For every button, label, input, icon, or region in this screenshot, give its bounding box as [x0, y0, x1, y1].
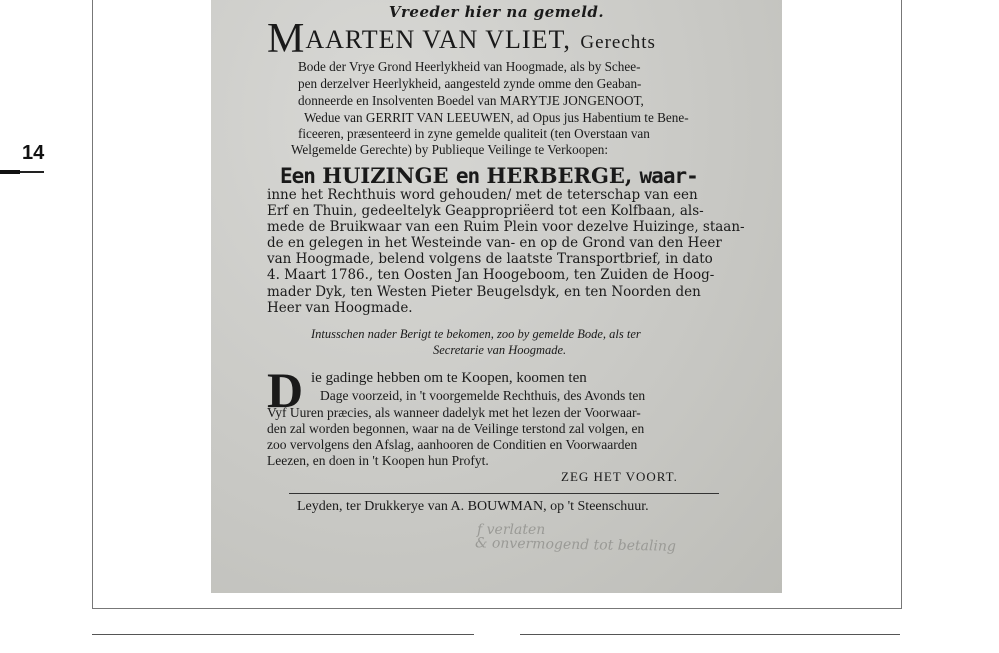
- title-name: AARTEN VAN VLIET,: [305, 25, 571, 54]
- conditions-line: ie gadinge hebben om te Koopen, koomen ten: [311, 370, 587, 386]
- handwritten-note: f verlaten: [477, 522, 546, 538]
- goods-title-een: Een: [280, 164, 315, 188]
- printer-imprint: Leyden, ter Drukkerye van A. BOUWMAN, op 't Steenschuur.: [297, 499, 649, 514]
- notice-title: [267, 20, 782, 58]
- para1-line: Wedue van GERRIT VAN LEEUWEN, ad Opus jus Habentium te Bene-: [304, 110, 689, 125]
- footer-rule-left: [92, 634, 474, 635]
- notice-top-line: Vreeder hier na gemeld.: [388, 3, 605, 21]
- goods-title-en: en: [455, 164, 480, 188]
- conditions-line: Dage voorzeid, in 't voorgemelde Rechthuis, des Avonds ten: [320, 388, 646, 403]
- goods-line: de en gelegen in het Westeinde van- en op de Grond van den Heer: [267, 235, 722, 251]
- imprint-separator: [289, 493, 719, 494]
- goods-line: Heer van Hoogmade.: [267, 300, 413, 316]
- goods-title: [280, 163, 782, 188]
- page-number: 14: [22, 142, 45, 164]
- goods-title-huizinge: HUIZINGE: [322, 163, 449, 188]
- conditions-line: zoo vervolgens den Afslag, aanhooren de Conditien en Voorwaarden: [267, 437, 638, 452]
- goods-line: mader Dyk, ten Westen Pieter Beugelsdyk, en ten Noorden den: [267, 284, 701, 300]
- goods-line: 4. Maart 1786., ten Oosten Jan Hoogeboom, ten Zuiden de Hoog-: [267, 267, 715, 283]
- para1-line: donneerde en Insolventen Boedel van MARYTJE JONGENOOT,: [298, 93, 644, 108]
- title-drop-cap: M: [267, 20, 306, 58]
- para1-line: pen derzelver Heerlykheid, aangesteld zynde omme den Geaban-: [298, 76, 642, 91]
- inquiry-note: Intusschen nader Berigt te bekomen, zoo by gemelde Bode, als ter: [311, 327, 641, 341]
- conditions-line: den zal worden begonnen, waar na de Veilinge terstond zal volgen, en: [267, 421, 645, 436]
- conditions-line: Vyf Uuren præcies, als wanneer dadelyk met het lezen der Voorwaar-: [267, 405, 641, 420]
- scanned-auction-notice: [211, 0, 782, 593]
- goods-line: van Hoogmade, belend volgens de laatste Transportbrief, in dato: [267, 251, 713, 267]
- goods-line: mede de Bruikwaar van een Ruim Plein voor dezelve Huizinge, staan-: [267, 219, 745, 235]
- footer-rule-right: [520, 634, 900, 635]
- inquiry-note-cont: Secretarie van Hoogmade.: [433, 343, 567, 357]
- title-rest: Gerechts: [580, 32, 656, 53]
- conditions-line: Leezen, en doen in 't Koopen hun Profyt.: [267, 453, 489, 468]
- para1-line: Bode der Vrye Grond Heerlykheid van Hoogmade, als by Schee-: [298, 59, 641, 74]
- goods-title-herberge: HERBERGE,: [486, 163, 633, 188]
- conditions-drop-cap: D: [267, 362, 304, 418]
- para1-line: ficeeren, præsenteerd in zyne gemelde qualiteit (ten Overstaan van: [298, 126, 650, 141]
- page-number-rule-accent: [0, 170, 20, 174]
- goods-line: inne het Rechthuis word gehouden/ met de teterschap van een: [267, 187, 698, 203]
- closing-phrase: ZEG HET VOORT.: [561, 469, 678, 484]
- goods-title-waar: waar-: [639, 164, 698, 188]
- handwritten-note: & onvermogend tot betaling: [474, 535, 677, 555]
- goods-line: Erf en Thuin, gedeeltelyk Geappropriëerd tot een Kolfbaan, als-: [267, 203, 704, 219]
- para1-line: Welgemelde Gerechte) by Publieque Veilinge te Verkoopen:: [291, 142, 609, 157]
